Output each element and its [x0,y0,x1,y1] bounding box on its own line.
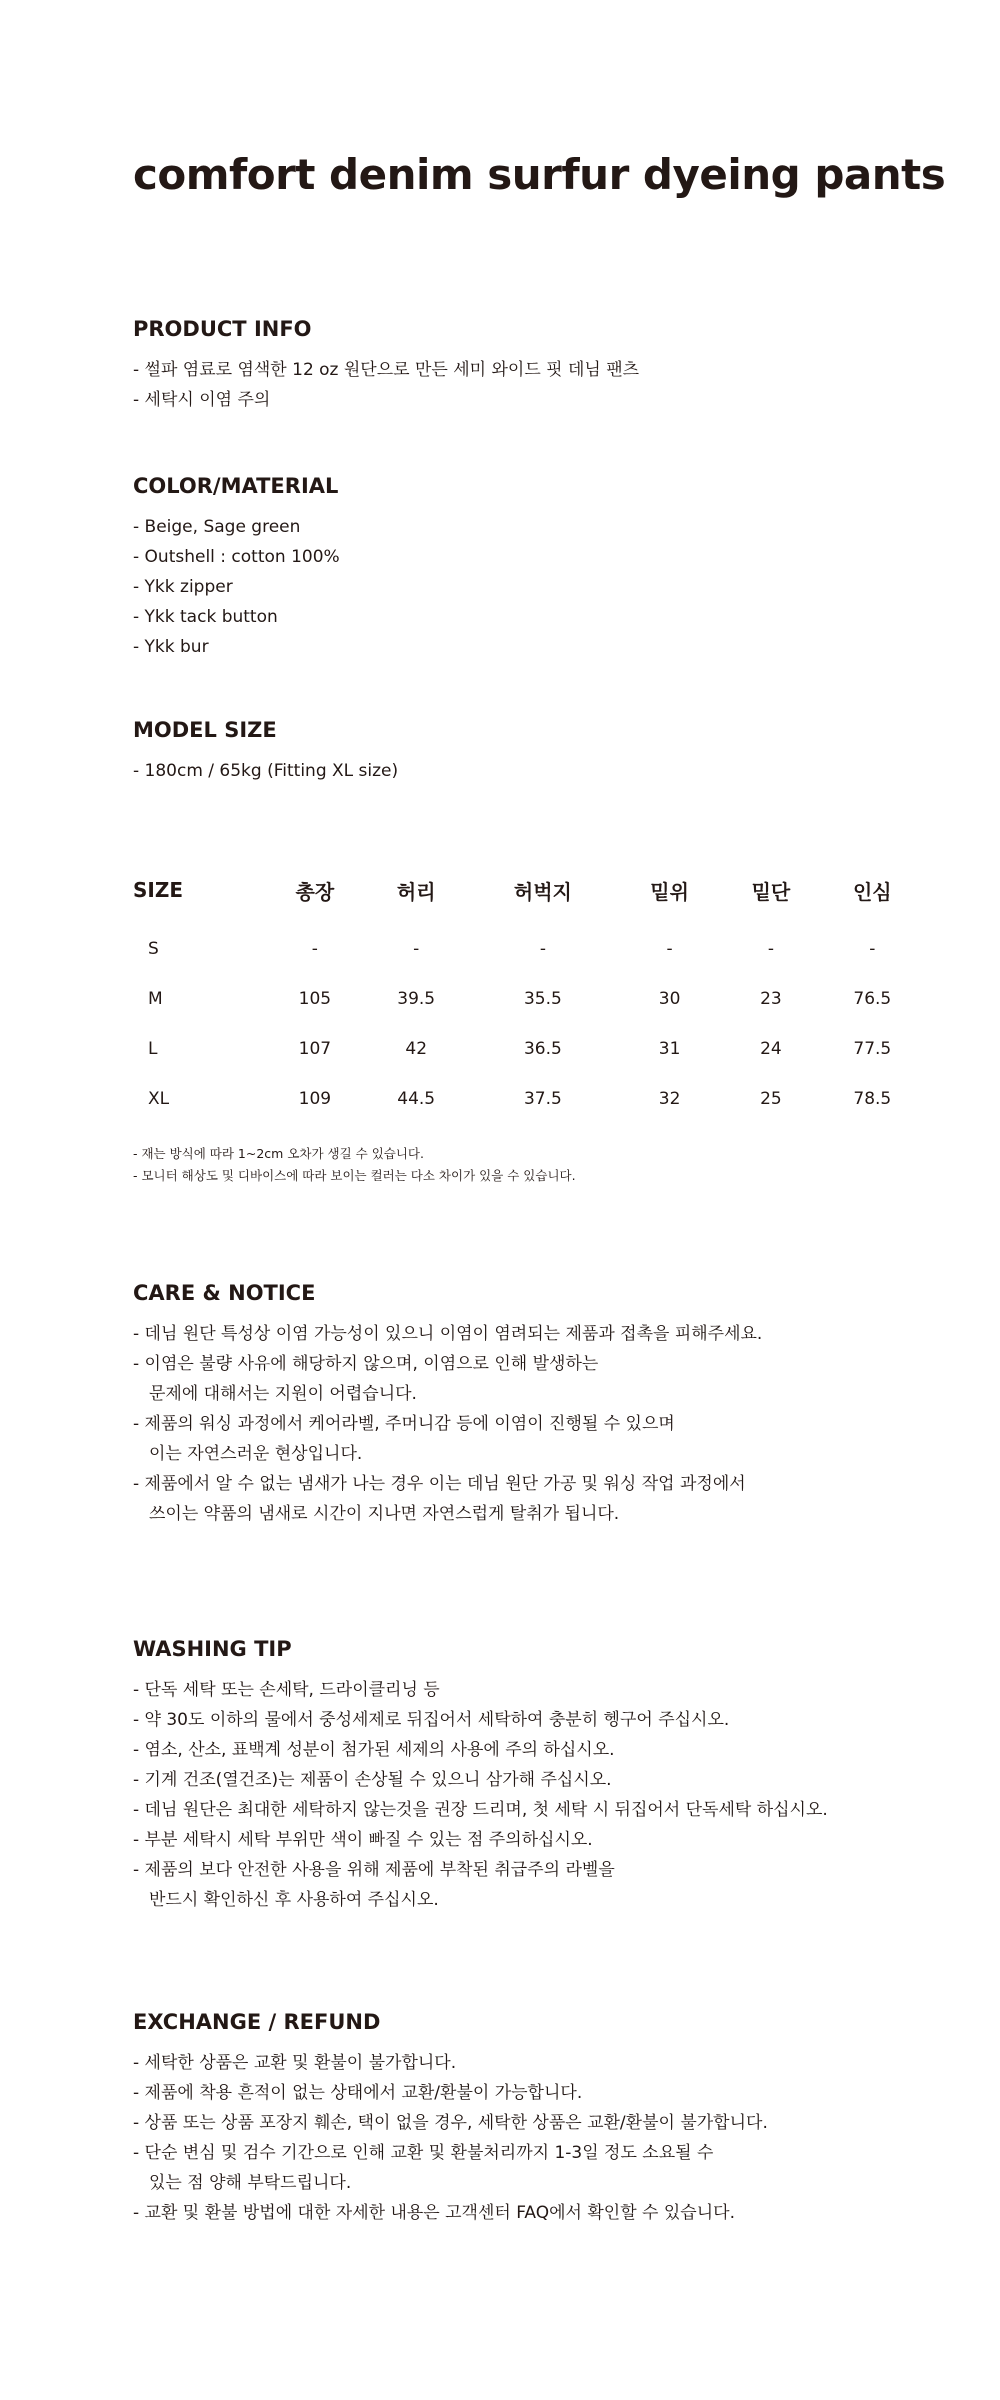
size-cell: 107 [298,1039,332,1059]
model-size-line: - 180cm / 65kg (Fitting XL size) [133,761,399,781]
size-note: - 모니터 해상도 및 디바이스에 따라 보이는 컬러는 다소 차이가 있을 수 있습니다. [133,1168,576,1183]
color-material-line: - Outshell : cotton 100% [133,547,340,567]
color-material-line: - Beige, Sage green [133,517,301,537]
care-notice-line: - 제품의 워싱 과정에서 케어라벨, 주머니감 등에 이염이 진행될 수 있으며 [133,1414,675,1434]
model-size-section [133,716,923,786]
size-cell: 32 [658,1089,681,1109]
color-material-heading: COLOR/MATERIAL [133,474,339,498]
product-title: comfort denim surfur dyeing pants [133,150,946,199]
color-material-section [133,472,923,662]
size-cell: - [869,939,876,959]
care-notice-section [133,1279,923,1529]
size-table-row [133,1024,923,1074]
washing-tip-line: - 제품의 보다 안전한 사용을 위해 제품에 부착된 취급주의 라벨을 [133,1860,615,1880]
size-cell: 35.5 [523,989,562,1009]
size-cell: 76.5 [853,989,892,1009]
color-material-line: - Ykk zipper [133,577,233,597]
washing-tip-line: - 기계 건조(열건조)는 제품이 손상될 수 있으니 삼가해 주십시오. [133,1770,612,1790]
washing-tip-line: - 약 30도 이하의 물에서 중성세제로 뒤집어서 세탁하여 충분히 헹구어 주십시오. [133,1710,730,1730]
size-cell: L [148,1039,158,1059]
size-cell: S [148,939,159,959]
product-info-heading: PRODUCT INFO [133,317,312,341]
washing-tip-line: - 염소, 산소, 표백계 성분이 첨가된 세제의 사용에 주의 하십시오. [133,1740,615,1760]
size-cell: 77.5 [853,1039,892,1059]
product-info-line: - 세탁시 이염 주의 [133,390,271,410]
size-table-header: 허벅지 [513,879,572,904]
size-table-row [133,1074,923,1124]
size-table-header: 총장 [295,879,335,904]
size-cell: 25 [760,1089,782,1109]
size-cell: - [311,939,318,959]
size-table-header: 밑위 [650,879,689,904]
size-cell: - [413,939,420,959]
care-notice-heading: CARE & NOTICE [133,1281,316,1305]
size-table [133,870,923,1124]
color-material-line: - Ykk bur [133,637,209,657]
care-notice-line: 이는 자연스러운 현상입니다. [149,1444,363,1464]
care-notice-line: - 이염은 불량 사유에 해당하지 않으며, 이염으로 인해 발생하는 [133,1354,599,1374]
size-cell: 39.5 [397,989,436,1009]
washing-tip-heading: WASHING TIP [133,1637,292,1661]
exchange-refund-line: 있는 점 양해 부탁드립니다. [149,2173,352,2193]
size-cell: 105 [298,989,332,1009]
size-table-header: 밑단 [751,879,791,904]
exchange-refund-line: - 세탁한 상품은 교환 및 환불이 불가합니다. [133,2053,457,2073]
exchange-refund-line: - 교환 및 환불 방법에 대한 자세한 내용은 고객센터 FAQ에서 확인할 수 있습니다. [133,2203,735,2223]
size-cell: 44.5 [397,1089,436,1109]
size-cell: - [539,939,546,959]
size-cell: 30 [658,989,681,1009]
product-info-line: - 썰파 염료로 염색한 12 oz 원단으로 만든 세미 와이드 핏 데님 팬츠 [133,360,640,380]
care-notice-line: 문제에 대해서는 지원이 어렵습니다. [149,1384,417,1404]
size-cell: - [767,939,774,959]
washing-tip-line: - 데님 원단은 최대한 세탁하지 않는것을 권장 드리며, 첫 세탁 시 뒤집어서 단독세탁 하십시오. [133,1800,828,1820]
care-notice-line: - 데님 원단 특성상 이염 가능성이 있으니 이염이 염려되는 제품과 접촉을 피해주세요. [133,1324,763,1344]
washing-tip-section [133,1635,923,1915]
color-material-line: - Ykk tack button [133,607,278,627]
size-table-header: 허리 [396,879,436,904]
exchange-refund-line: - 단순 변심 및 검수 기간으로 인해 교환 및 환불처리까지 1-3일 정도 소요될 수 [133,2143,714,2163]
size-table-header-row [133,870,923,924]
size-note: - 재는 방식에 따라 1~2cm 오차가 생길 수 있습니다. [133,1146,424,1161]
washing-tip-line: 반드시 확인하신 후 사용하여 주십시오. [149,1890,439,1910]
size-cell: M [148,989,163,1009]
exchange-refund-line: - 상품 또는 상품 포장지 훼손, 택이 없을 경우, 세탁한 상품은 교환/환불이 불가합니다. [133,2113,768,2133]
size-cell: 24 [760,1039,782,1059]
size-cell: 42 [405,1039,428,1059]
size-notes [133,1143,576,1187]
size-table-header: SIZE [133,878,184,902]
exchange-refund-heading: EXCHANGE / REFUND [133,2010,381,2034]
washing-tip-line: - 단독 세탁 또는 손세탁, 드라이클리닝 등 [133,1680,440,1700]
size-cell: - [666,939,673,959]
care-notice-line: 쓰이는 약품의 냄새로 시간이 지나면 자연스럽게 탈취가 됩니다. [149,1504,620,1524]
care-notice-line: - 제품에서 알 수 없는 냄새가 나는 경우 이는 데님 원단 가공 및 워싱 작업 과정에서 [133,1474,746,1494]
size-cell: 78.5 [853,1089,892,1109]
size-cell: XL [148,1089,170,1109]
size-cell: 31 [658,1039,681,1059]
model-size-heading: MODEL SIZE [133,718,277,742]
size-cell: 23 [760,989,782,1009]
washing-tip-line: - 부분 세탁시 세탁 부위만 색이 빠질 수 있는 점 주의하십시오. [133,1830,593,1850]
size-table-header: 인심 [852,879,892,904]
product-info-section [133,315,923,415]
exchange-refund-section [133,2008,923,2228]
size-cell: 36.5 [523,1039,562,1059]
size-cell: 109 [298,1089,332,1109]
size-table-row [133,974,923,1024]
size-cell: 37.5 [523,1089,562,1109]
exchange-refund-line: - 제품에 착용 흔적이 없는 상태에서 교환/환불이 가능합니다. [133,2083,583,2103]
size-table-row [133,924,923,974]
